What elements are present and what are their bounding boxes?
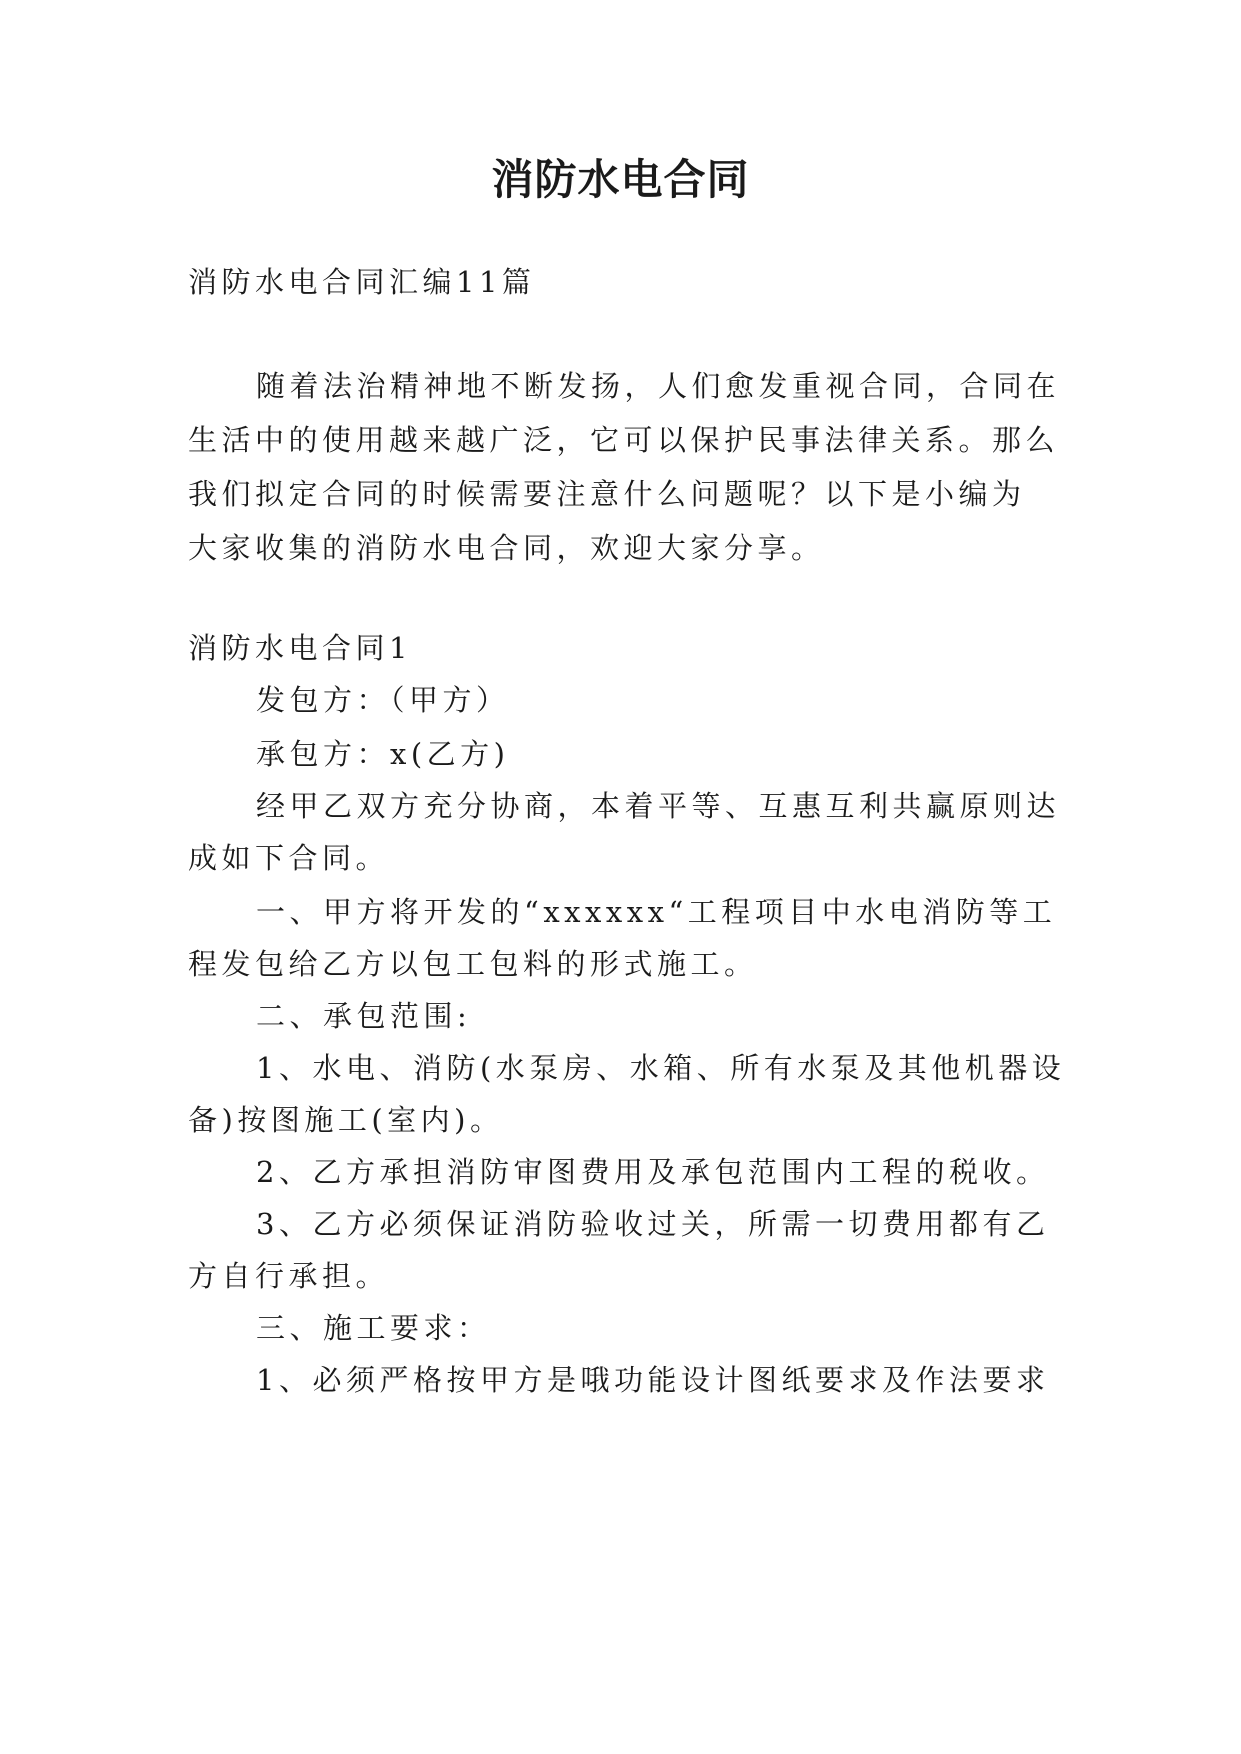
clause-2-heading: 二、承包范围: [256,999,472,1033]
document-title: 消防水电合同 [491,155,750,204]
body-line: 1、水电、消防(水泵房、水箱、所有水泵及其他机器设 [256,1051,1066,1085]
document-subtitle: 消防水电合同汇编11篇 [188,265,536,299]
body-line: 程发包给乙方以包工包料的形式施工。 [188,947,758,981]
clause-3-heading: 三、施工要求： [256,1311,491,1345]
body-line: 经甲乙双方充分协商，本着平等、互惠互利共赢原则达 [256,789,1061,823]
body-line: 备)按图施工(室内)。 [188,1103,504,1137]
body-line: 方自行承担。 [188,1259,390,1293]
party-a-line: 发包方：（甲方） [256,683,510,717]
body-line: 3、乙方必须保证消防验收过关，所需一切费用都有乙 [256,1207,1050,1241]
body-line: 2、乙方承担消防审图费用及承包范围内工程的税收。 [256,1155,1050,1189]
section-heading: 消防水电合同1 [188,631,412,665]
body-line: 成如下合同。 [188,841,390,875]
intro-line-2: 生活中的使用越来越广泛，它可以保护民事法律关系。那么 [188,423,1060,457]
body-line: 1、必须严格按甲方是哦功能设计图纸要求及作法要求 [256,1363,1050,1397]
intro-line-4: 大家收集的消防水电合同，欢迎大家分享。 [188,531,825,565]
intro-line-3: 我们拟定合同的时候需要注意什么问题呢？以下是小编为 [188,477,1026,511]
party-b-line: 承包方：x(乙方) [256,737,510,771]
intro-line-1: 随着法治精神地不断发扬，人们愈发重视合同，合同在 [256,369,1061,403]
clause-1-line: 一、甲方将开发的“xxxxxx“工程项目中水电消防等工 [256,895,1057,929]
